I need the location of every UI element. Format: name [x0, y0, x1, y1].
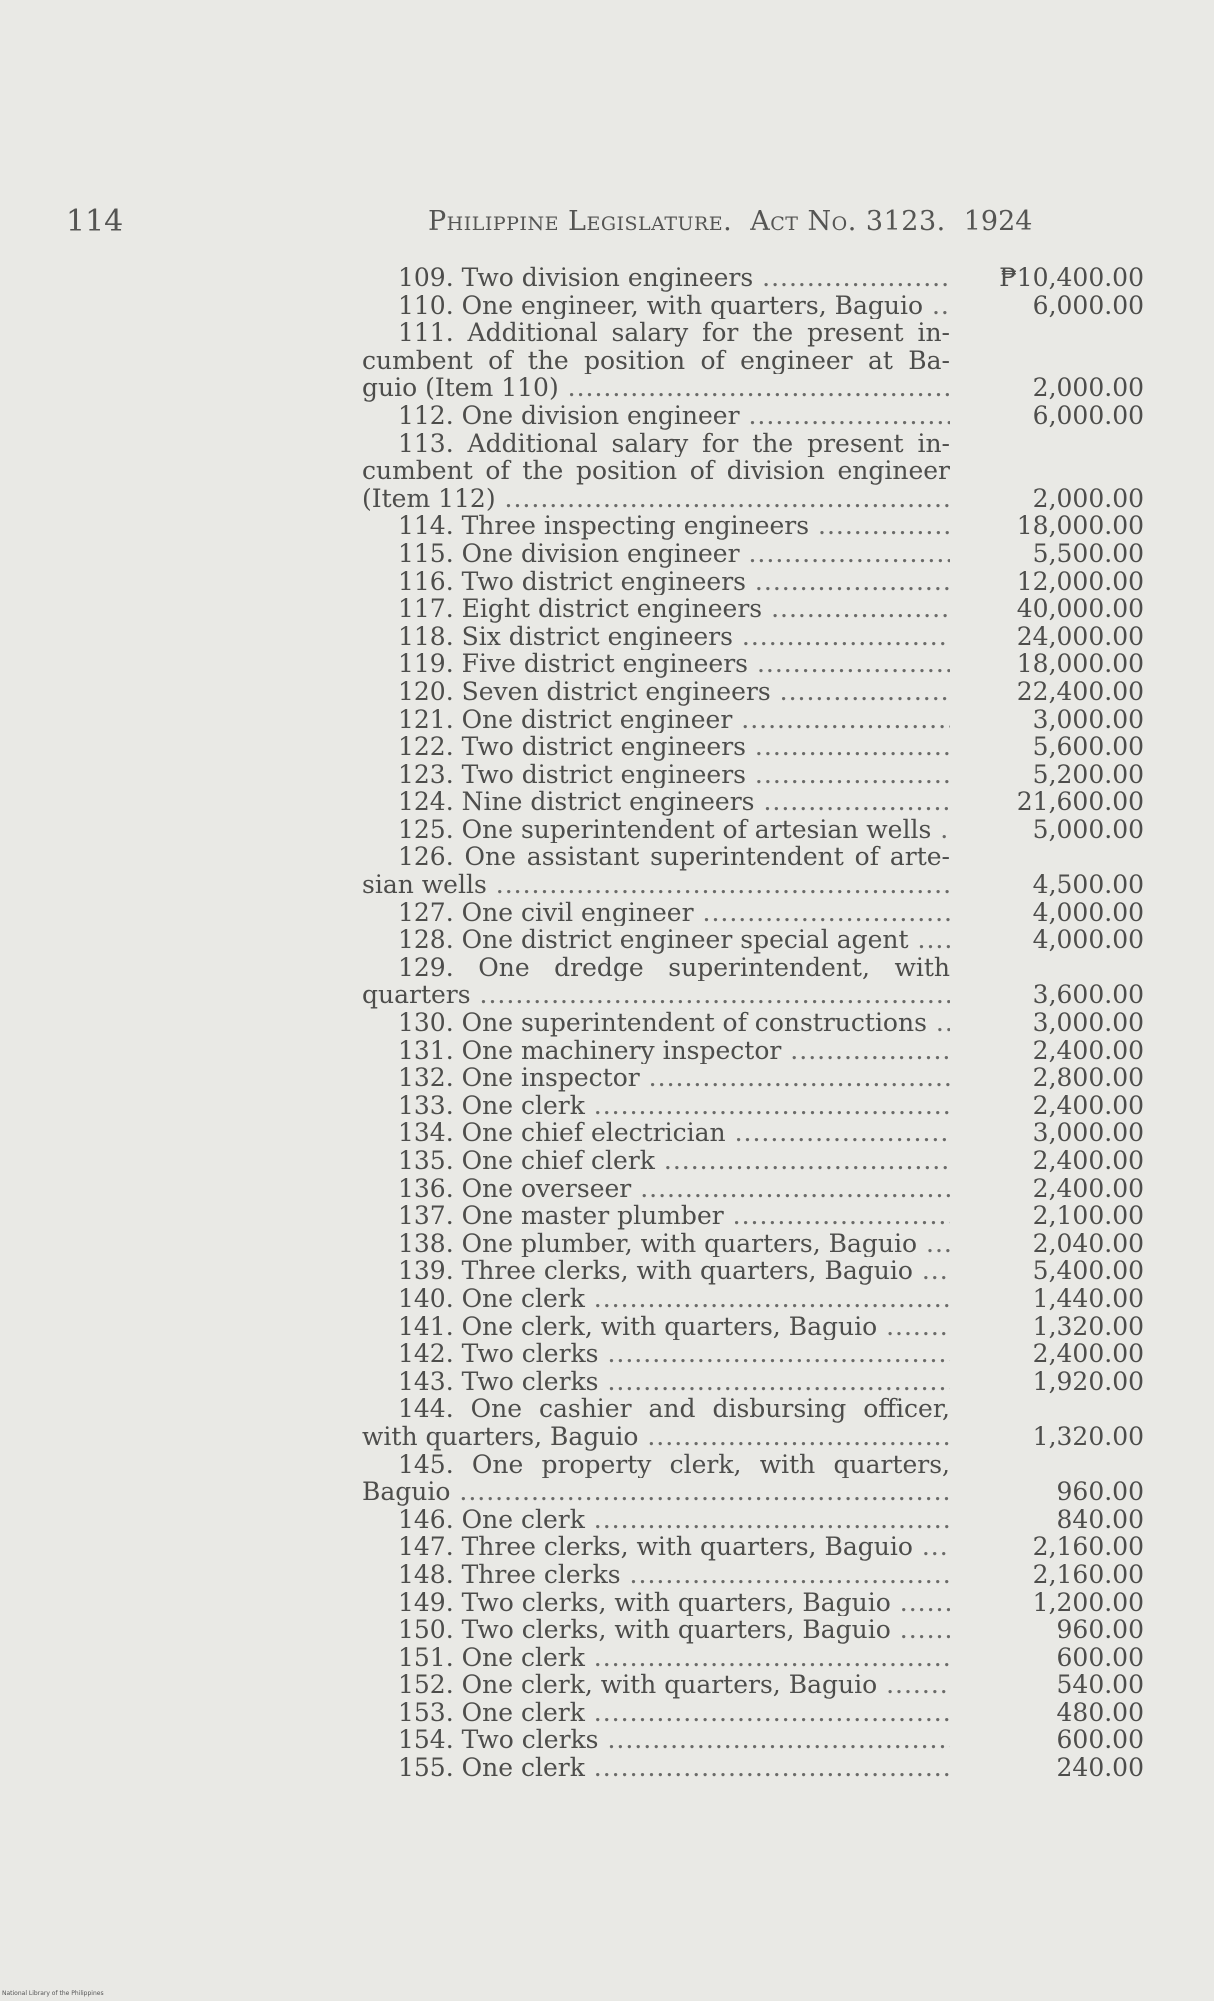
list-item	[362, 1506, 1144, 1534]
item-amount: 960.00	[1056, 1477, 1144, 1507]
list-item	[362, 264, 1144, 292]
item-text-line: 138. One plumber, with quarters, Baguio .....	[362, 1230, 950, 1258]
list-item	[362, 540, 1144, 568]
list-item	[362, 1671, 1144, 1699]
list-item	[362, 1257, 1144, 1285]
item-text-line: sian wells .....	[362, 871, 950, 899]
running-head	[428, 206, 1032, 237]
item-text-line: 109. Two division engineers .....	[362, 264, 950, 292]
item-text-line: 135. One chief clerk .....	[362, 1147, 950, 1175]
appropriation-items-list	[362, 264, 1144, 1782]
item-amount: 3,000.00	[1032, 1008, 1144, 1038]
item-text-line: 110. One engineer, with quarters, Baguio .....	[362, 292, 950, 320]
list-item	[362, 1699, 1144, 1727]
list-item	[362, 568, 1144, 596]
list-item	[362, 1395, 1144, 1450]
item-text-line: 145. One property clerk, with quarters,	[398, 1450, 950, 1479]
item-text-line: 155. One clerk .....	[362, 1754, 950, 1782]
item-text-line: 126. One assistant superintendent of arte-	[398, 843, 950, 872]
list-item	[362, 1037, 1144, 1065]
item-text-line: 143. Two clerks .....	[362, 1368, 950, 1396]
item-text-line: 147. Three clerks, with quarters, Baguio .....	[362, 1533, 950, 1561]
list-item	[362, 402, 1144, 430]
item-amount: 6,000.00	[1032, 290, 1144, 320]
item-amount: 2,400.00	[1032, 1035, 1144, 1065]
item-text-line: 116. Two district engineers .....	[362, 568, 950, 596]
item-amount: 1,320.00	[1032, 1311, 1144, 1341]
list-item	[362, 1589, 1144, 1617]
item-text-line: 150. Two clerks, with quarters, Baguio .....	[362, 1616, 950, 1644]
item-text-line: 119. Five district engineers .....	[362, 650, 950, 678]
item-amount: 240.00	[1056, 1753, 1144, 1783]
item-text-line: 118. Six district engineers .....	[362, 623, 950, 651]
list-item	[362, 1147, 1144, 1175]
list-item	[362, 1009, 1144, 1037]
list-item	[362, 1561, 1144, 1589]
item-text-line: 140. One clerk .....	[362, 1285, 950, 1313]
item-amount: 18,000.00	[1016, 511, 1144, 541]
item-text-line: cumbent of the position of division engineer	[362, 457, 950, 485]
list-item	[362, 926, 1144, 954]
list-item	[362, 623, 1144, 651]
item-amount: 540.00	[1056, 1670, 1144, 1700]
list-item	[362, 706, 1144, 734]
footer-credit: National Library of the Philippines	[2, 1990, 104, 1997]
item-amount: 480.00	[1056, 1697, 1144, 1727]
item-text-line: 120. Seven district engineers .....	[362, 678, 950, 706]
item-text-line: 125. One superintendent of artesian wells .....	[362, 816, 950, 844]
list-item	[362, 1644, 1144, 1672]
list-item	[362, 1092, 1144, 1120]
item-text-line: 127. One civil engineer .....	[362, 899, 950, 927]
item-amount: 2,400.00	[1032, 1090, 1144, 1120]
item-amount: 2,160.00	[1032, 1559, 1144, 1589]
item-amount: 3,000.00	[1032, 1118, 1144, 1148]
item-text-line: 137. One master plumber .....	[362, 1202, 950, 1230]
item-text-line: 134. One chief electrician .....	[362, 1119, 950, 1147]
item-text-line: 146. One clerk .....	[362, 1506, 950, 1534]
list-item	[362, 1285, 1144, 1313]
item-amount: 600.00	[1056, 1642, 1144, 1672]
item-text-line: 144. One cashier and disbursing officer,	[398, 1395, 950, 1423]
item-text-line: 128. One district engineer special agent .....	[362, 926, 950, 954]
item-text-line: 114. Three inspecting engineers .....	[362, 512, 950, 540]
year: 1924	[963, 206, 1033, 237]
item-text-line: 124. Nine district engineers .....	[362, 788, 950, 816]
list-item	[362, 843, 1144, 898]
item-amount: 1,200.00	[1032, 1587, 1144, 1617]
list-item	[362, 1202, 1144, 1230]
item-text-line: 113. Additional salary for the present in-	[398, 429, 950, 458]
item-amount: 4,000.00	[1032, 925, 1144, 955]
list-item	[362, 512, 1144, 540]
item-amount: 40,000.00	[1016, 594, 1144, 624]
list-item	[362, 1313, 1144, 1341]
item-text-line: 112. One division engineer .....	[362, 402, 950, 430]
list-item	[362, 1119, 1144, 1147]
list-item	[362, 430, 1144, 513]
item-amount: 18,000.00	[1016, 649, 1144, 679]
list-item	[362, 899, 1144, 927]
item-amount: 2,800.00	[1032, 1063, 1144, 1093]
list-item	[362, 1726, 1144, 1754]
list-item	[362, 954, 1144, 1009]
item-amount: 5,600.00	[1032, 732, 1144, 762]
list-item	[362, 816, 1144, 844]
item-amount: 2,400.00	[1032, 1146, 1144, 1175]
item-text-line: Baguio .....	[362, 1478, 950, 1506]
journal-title: Philippine Legislature.	[428, 206, 733, 237]
item-text-line: 129. One dredge superintendent, with	[398, 953, 950, 982]
page-number: 114	[66, 204, 124, 239]
list-item	[362, 733, 1144, 761]
item-amount: 2,000.00	[1032, 483, 1144, 513]
list-item	[362, 1451, 1144, 1506]
item-amount: 6,000.00	[1032, 400, 1144, 430]
item-text-line: 148. Three clerks .....	[362, 1561, 950, 1589]
item-text-line: 132. One inspector .....	[362, 1064, 950, 1092]
item-text-line: cumbent of the position of engineer at Ba-	[362, 346, 950, 375]
act-number: Act No. 3123.	[750, 206, 946, 237]
list-item	[362, 678, 1144, 706]
list-item	[362, 1533, 1144, 1561]
list-item	[362, 595, 1144, 623]
item-text-line: 123. Two district engineers .....	[362, 761, 950, 789]
item-amount: 12,000.00	[1016, 566, 1144, 596]
item-amount: 5,400.00	[1032, 1256, 1144, 1286]
list-item	[362, 761, 1144, 789]
item-amount: 2,000.00	[1032, 373, 1144, 403]
item-text-line: 117. Eight district engineers .....	[362, 595, 950, 623]
item-text-line: 131. One machinery inspector .....	[362, 1037, 950, 1065]
item-amount: ₱10,400.00	[999, 263, 1144, 292]
item-text-line: 111. Additional salary for the present in-	[398, 319, 950, 347]
item-amount: 21,600.00	[1016, 787, 1144, 817]
item-amount: 5,500.00	[1032, 538, 1144, 568]
item-amount: 1,920.00	[1032, 1366, 1144, 1396]
item-amount: 3,600.00	[1032, 980, 1144, 1010]
item-text-line: 154. Two clerks .....	[362, 1726, 950, 1754]
item-amount: 3,000.00	[1032, 704, 1144, 734]
item-amount: 600.00	[1056, 1725, 1144, 1755]
item-amount: 840.00	[1056, 1504, 1144, 1534]
item-text-line: 121. One district engineer .....	[362, 706, 950, 734]
item-text-line: 141. One clerk, with quarters, Baguio .....	[362, 1313, 950, 1341]
item-text-line: 136. One overseer .....	[362, 1175, 950, 1203]
item-amount: 22,400.00	[1016, 676, 1144, 706]
item-amount: 2,400.00	[1032, 1339, 1144, 1369]
item-amount: 1,440.00	[1032, 1283, 1144, 1313]
item-text-line: with quarters, Baguio .....	[362, 1423, 950, 1451]
list-item	[362, 1064, 1144, 1092]
item-amount: 5,200.00	[1032, 759, 1144, 789]
list-item	[362, 1368, 1144, 1396]
item-text-line: 115. One division engineer .....	[362, 540, 950, 568]
item-text-line: 122. Two district engineers .....	[362, 733, 950, 761]
list-item	[362, 1175, 1144, 1203]
list-item	[362, 788, 1144, 816]
item-text-line: quarters .....	[362, 981, 950, 1009]
item-amount: 2,160.00	[1032, 1532, 1144, 1562]
item-amount: 4,500.00	[1032, 870, 1144, 900]
item-text-line: (Item 112) .....	[362, 485, 950, 513]
item-amount: 4,000.00	[1032, 897, 1144, 927]
item-amount: 5,000.00	[1032, 814, 1144, 844]
list-item	[362, 1230, 1144, 1258]
item-text-line: 142. Two clerks .....	[362, 1340, 950, 1368]
list-item	[362, 292, 1144, 320]
item-text-line: 152. One clerk, with quarters, Baguio .....	[362, 1671, 950, 1699]
item-amount: 2,100.00	[1032, 1201, 1144, 1231]
list-item	[362, 1340, 1144, 1368]
item-text-line: 133. One clerk .....	[362, 1092, 950, 1120]
list-item	[362, 1616, 1144, 1644]
list-item	[362, 319, 1144, 402]
item-text-line: guio (Item 110) .....	[362, 374, 950, 402]
list-item	[362, 650, 1144, 678]
item-text-line: 153. One clerk .....	[362, 1699, 950, 1727]
item-amount: 960.00	[1056, 1615, 1144, 1645]
list-item	[362, 1754, 1144, 1782]
item-text-line: 149. Two clerks, with quarters, Baguio .....	[362, 1589, 950, 1617]
item-amount: 2,400.00	[1032, 1173, 1144, 1203]
item-text-line: 139. Three clerks, with quarters, Baguio .....	[362, 1257, 950, 1285]
item-amount: 1,320.00	[1032, 1421, 1144, 1451]
item-text-line: 151. One clerk .....	[362, 1644, 950, 1672]
item-amount: 2,040.00	[1032, 1228, 1144, 1258]
item-text-line: 130. One superintendent of constructions .....	[362, 1009, 950, 1037]
item-amount: 24,000.00	[1016, 621, 1144, 651]
